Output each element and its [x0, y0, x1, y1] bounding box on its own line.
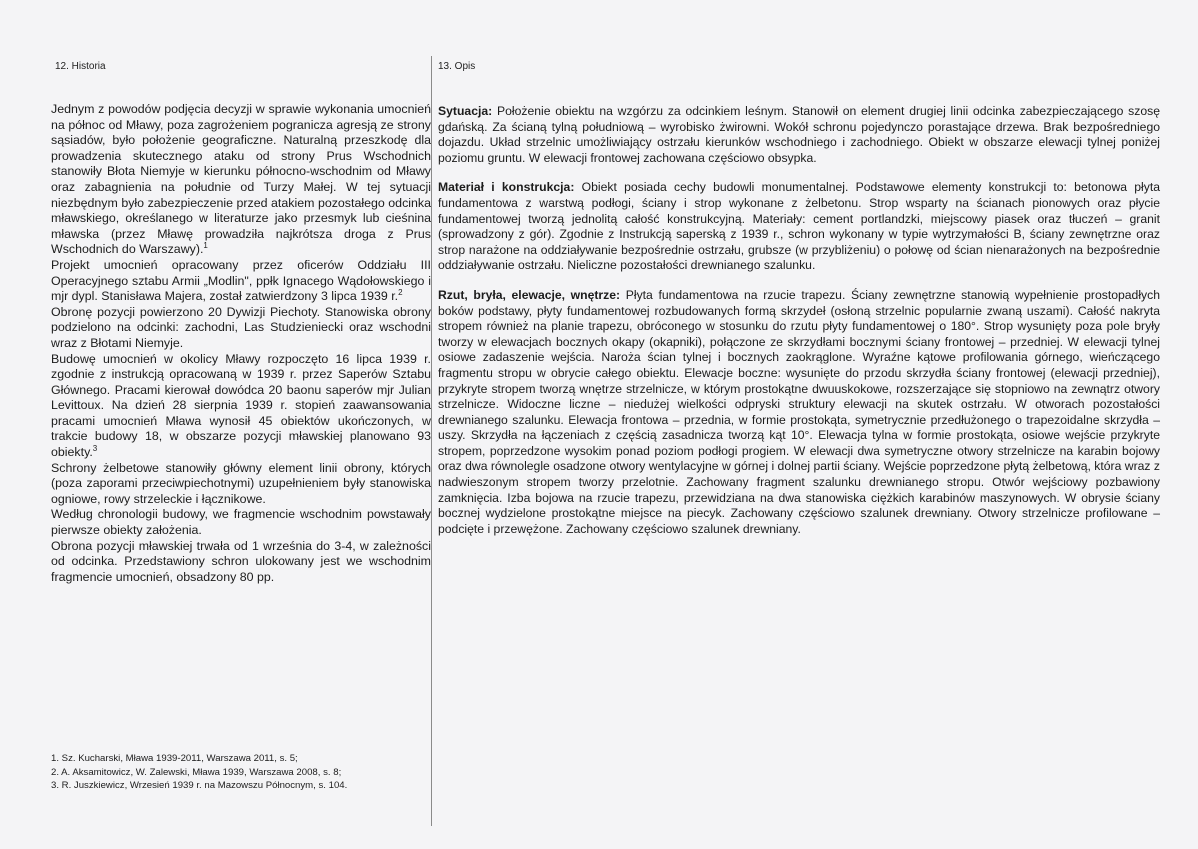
- history-text: [51, 102, 431, 585]
- section-lead: Sytuacja:: [438, 104, 493, 118]
- footnote-ref: 3: [92, 443, 98, 453]
- section-lead: Materiał i konstrukcja:: [438, 180, 575, 195]
- footnote-2: 2. A. Aksamitowicz, W. Zalewski, Mława 1939, Warszawa 2008, s. 8;: [51, 766, 342, 778]
- column-divider: [431, 56, 432, 826]
- footnote-ref: 1: [203, 241, 208, 251]
- description-text: [438, 104, 1160, 551]
- history-paragraph: Obronę pozycji powierzono 20 Dywizji Piechoty. Stanowiska obrony podzielono na odcinki: zachodni, Las Studzieniecki oraz wschodni wraz z Błotami Niemyje.: [51, 304, 431, 350]
- section-lead: Rzut, bryła, elewacje, wnętrze:: [438, 287, 621, 302]
- description-section-situation: Sytuacja: Położenie obiektu na wzgórzu za odcinkiem leśnym. Stanowił on element drugiej linii odcinka zabezpieczającego szosę gdańską. Za ścianą tylną południową – wyrobisko żwirowni. Wokół schronu pojedynczo porastające drzewa. Brak bezpośredniego dojazdu. Układ strzelnic umożliwiający ostrzału kierunków wschodniego i zachodniego. Obiekt w obszarze elewacji tylnej poniżej poziomu gruntu. W elewacji frontowej zachowana częściowo obsypka.: [438, 104, 1160, 165]
- description-section-layout: Rzut, bryła, elewacje, wnętrze: Płyta fundamentowa na rzucie trapezu. Ściany zewnętrzne stanowią wypełnienie prostopadłych boków podstawy, płyty fundamentowej rozbudowanych formą skrzydeł (osłoną strzelnic popularnie zwaną uszami). Całość nakryta stropem również na planie trapezu, obróconego w stosunku do rzutu płyty fundamentowej o 180°. Strop wysunięty poza pole bryły tworzy w elewacjach bocznych okapy (okapniki), połączone ze skrzydłami bocznymi ściany frontowej – przedniej. W elewacji tylnej osiowe zadaszenie wejścia. Naroża ścian tylnej i bocznych zaokrąglone. Wyraźne kątowe profilowania górnego, wieńczącego fragmentu stropu w obrycie całego obiektu. Elewacje boczne: wysunięte do przodu skrzydła ściany frontowej (elewacji przedniej), przykryte stropem tworzą wnętrze strzelnicze, w którym prostokątne dwuuskokowe, rozszerzające się stopniowo na zewnątrz otwory strzelnicze. Widoczne liczne – niedużej wielkości odpryski struktury elewacji na skutek ostrzału. W otworach pozostałości drewnianego szalunku. Elewacja frontowa – przednia, w formie prostokąta, symetrycznie przedłużonego o trapezoidalne skrzydła – uszy. Skrzydła na łączeniach z częścią zasadnicza tworzą kąt 10°. Elewacja tylna w formie prostokąta, osiowe wejście przykryte stropem, poprzedzone wysokim ponad poziom podłogi progiem. W elewacji dwa symetryczne otwory strzelnicze na karabin bojowy oraz dwa równolegle osadzone otwory wentylacyjne w górnej i dolnej partii ściany. Wejście poprzedzone płytą żelbetową, która wraz z nadwieszonym stropem tworzy przelotnie. Zachowany fragment szalunku drewnianego stropu. Otwór wejściowy pozbawiony zamknięcia. Izba bojowa na rzucie trapezu, przewidziana na dwa stanowiska ciężkich karabinów maszynowych. W obrysie ściany bocznej wydzielone prostokątne miejsce na piecyk. Zachowany częściowo szalunek drewniany. Otwory strzelnicze profilowane – podcięte i przewężone. Zachowany częściowo szalunek drewniany.: [438, 287, 1161, 536]
- history-heading: 12. Historia: [55, 61, 106, 72]
- history-paragraph: Projekt umocnień opracowany przez oficerów Oddziału III Operacyjnego sztabu Armii „Modlin", ppłk Ignacego Wądołowskiego i mjr dypl. Stanisława Majera, został zatwierdzony 3 lipca 1939 r.$^2$: [51, 257, 431, 304]
- description-section-material: Materiał i konstrukcja: Obiekt posiada cechy budowli monumentalnej. Podstawowe elementy konstrukcji to: betonowa płyta fundamentowa z warstwą podłogi, ściany i strop wykonane z żelbetonu. Strop wsparty na ścianach pionowych oraz płycie fundamentowej tworzą jednolitą całość konstrukcyjną. Materiały: cement portlandzki, miejscowy piasek oraz tłuczeń – granit (sprowadzony z gór). Zgodnie z Instrukcją saperską z 1939 r., schron wykonany w typie wytrzymałości B, ściany zewnętrzne oraz strop narażone na oddziaływanie bezpośrednie ostrzału, grubsze (w przybliżeniu) o połowę od ścian nienarażonych na bezpośrednie oddziaływanie ostrzału. Nieliczne pozostałości drewnianego szalunku.: [438, 180, 1160, 273]
- history-paragraph: Według chronologii budowy, we fragmencie wschodnim powstawały pierwsze obiekty założenia.: [51, 507, 431, 538]
- footnotes: [51, 752, 431, 793]
- history-paragraph: Jednym z powodów podjęcia decyzji w sprawie wykonania umocnień na północ od Mławy, poza zagrożeniem pogranicza agresją ze strony sąsiadów, było położenie geograficzne. Naturalną przeszkodę dla prowadzenia skutecznego ataku od strony Prus Wschodnich stanowiły Błota Niemyje w kierunku północno-wschodnim od Mławy oraz zabagnienia na południe od Turzy Małej. W tej sytuacji niezbędnym było zabezpieczenie przed atakiem pozostałego odcinka mławskiego, określanego w literaturze jako przesmyk lub cieśnina mławska (przez Mławę prowadziła najkrótsza droga z Prus Wschodnich do Warszawy).$^1$: [51, 102, 431, 257]
- description-heading: 13. Opis: [438, 61, 476, 72]
- footnote-3: 3. R. Juszkiewicz, Wrzesień 1939 r. na Mazowszu Północnym, s. 104.: [51, 780, 348, 791]
- history-paragraph: Schrony żelbetowe stanowiły główny element linii obrony, których (poza zaporami przeciwpiechotnymi) uzupełnieniem były stanowiska ogniowe, rowy strzeleckie i łącznikowe.: [51, 460, 431, 506]
- footnote-1: 1. Sz. Kucharski, Mława 1939-2011, Warszawa 2011, s. 5;: [51, 753, 298, 764]
- history-paragraph: Obrona pozycji mławskiej trwała od 1 września do 3-4, w zależności od odcinka. Przedstawiony schron ulokowany jest we wschodnim fragmencie umocnień, obsadzony 80 pp.: [51, 538, 431, 584]
- history-paragraph: Budowę umocnień w okolicy Mławy rozpoczęto 16 lipca 1939 r. zgodnie z instrukcją opracowaną w 1939 r. przez Saperów Sztabu Głównego. Pracami kierował dowódca 20 baonu saperów mjr Julian Levittoux. Na dzień 28 sierpnia 1939 r. stopień zaawansowania pracami umocnień Mława wynosił 45 obiektów ukończonych, w trakcie budowy 18, w obszarze pozycji mławskiej planowano 93 obiekty.$^3$: [51, 351, 431, 460]
- footnote-ref: 2: [398, 288, 403, 297]
